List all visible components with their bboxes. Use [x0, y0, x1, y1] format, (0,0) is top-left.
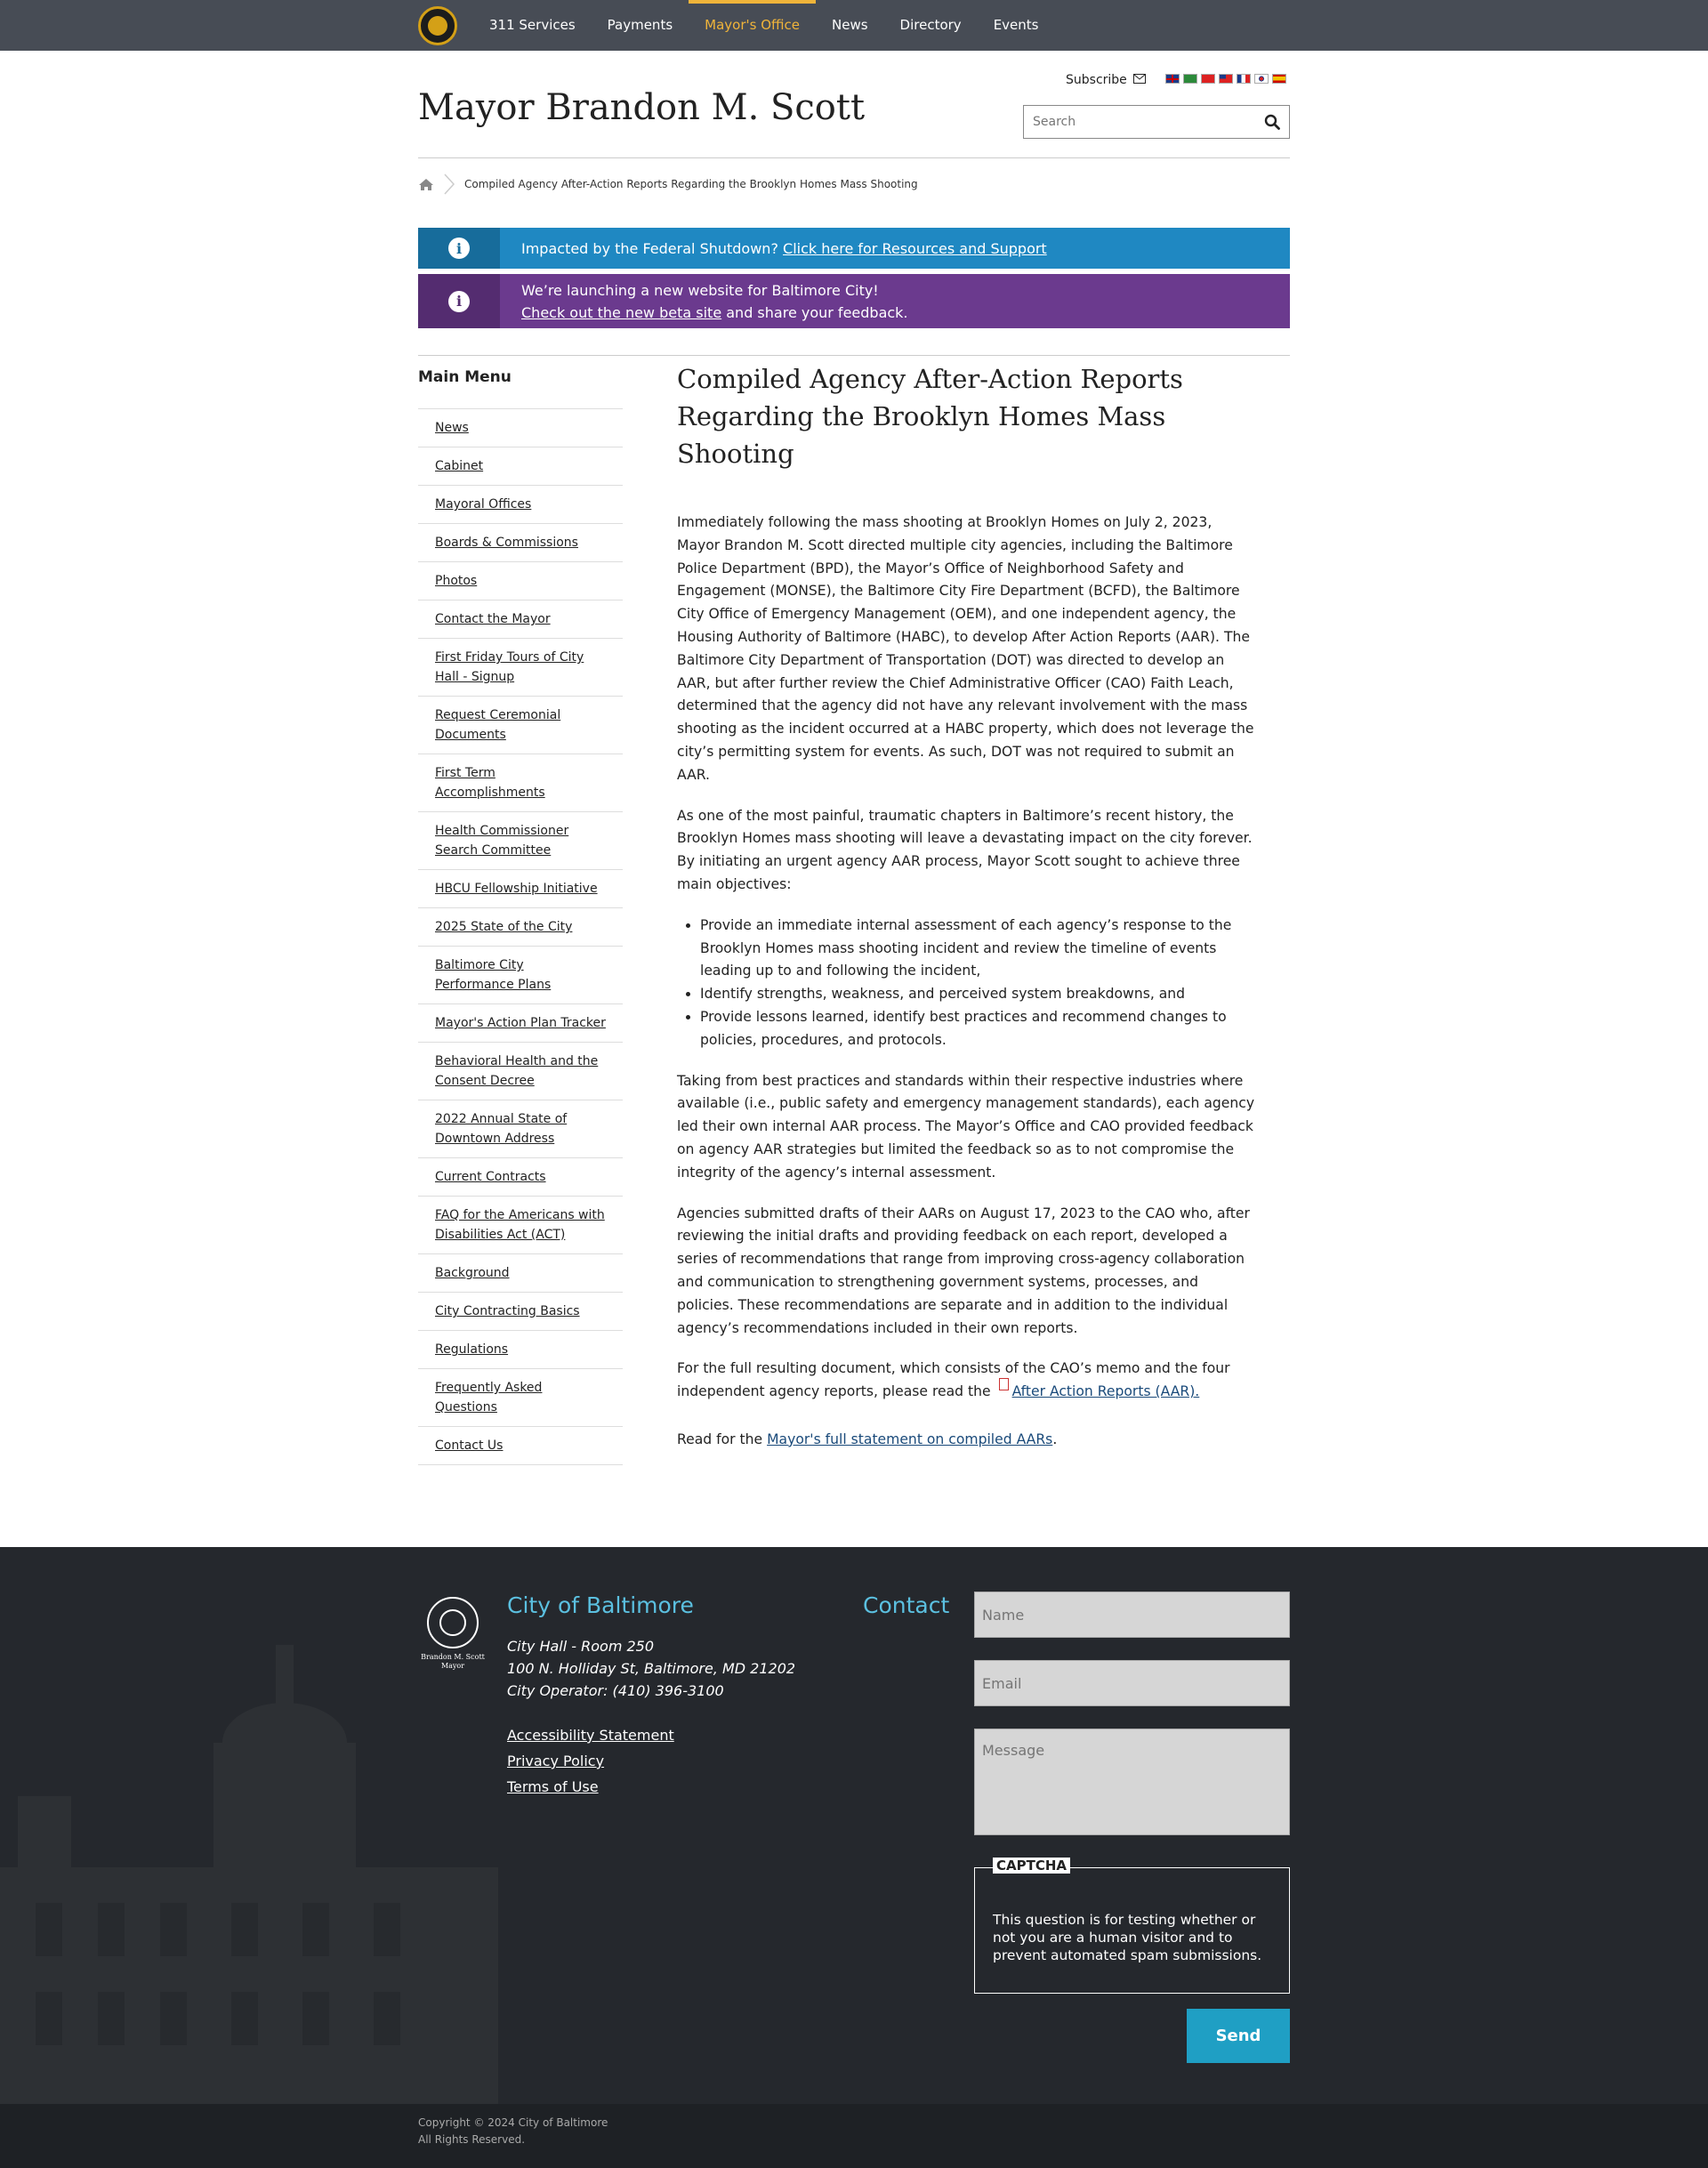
menu-item [418, 639, 623, 697]
message-field[interactable] [974, 1729, 1290, 1835]
paragraph-6-text: Read for the [677, 1431, 768, 1447]
chevron-right-icon [443, 173, 455, 195]
envelope-icon [1133, 74, 1146, 84]
article-paragraph-4: Agencies submitted drafts of their AARs on August 17, 2023 to the CAO who, after reviewing the initial drafts and providing feedback on each report, developed a series of recommendations that range from improving cross-agency collaboration and communication to strengthening government systems, processes, and policies. These recommendations are separate and in addition to the individual agency’s recommendations included in their own reports. [677, 1205, 1250, 1336]
flag-taiwan-icon[interactable] [1219, 74, 1233, 84]
list-item: • Identify strengths, weakness, and perceived system breakdowns, and [700, 983, 1255, 1006]
article-paragraph-3: Taking from best practices and standards within their respective industries where available (i.e., public safety and emergency management standards), each agency led their own internal AAR process. The Mayor’s Office and CAO provided feedback on agency AAR strategies but limited the feedback so as to not compromise the integrity of the agency’s internal assessment. [677, 1072, 1255, 1181]
header-divider [418, 157, 1290, 158]
nav-news[interactable]: News [832, 17, 868, 33]
menu-item [418, 908, 623, 947]
menu-item [418, 409, 623, 447]
seal-emblem [439, 1609, 466, 1636]
footer-seal-logo [427, 1597, 479, 1648]
main-menu-heading: Main Menu [418, 368, 512, 386]
menu-link-2022-downtown-address[interactable]: 2022 Annual State of Downtown Address [435, 1112, 568, 1146]
beta-alert-tail: and share your feedback. [721, 303, 908, 321]
menu-item [418, 447, 623, 486]
language-flags [1165, 74, 1286, 84]
subscribe-label: Subscribe [1066, 73, 1127, 87]
footer-address [507, 1635, 795, 1702]
flag-arabic-icon[interactable] [1183, 74, 1197, 84]
footer-title: City of Baltimore [507, 1592, 694, 1618]
menu-item [418, 947, 623, 1004]
nav-311-services[interactable]: 311 Services [489, 17, 576, 33]
search-box [1023, 105, 1290, 139]
nav-directory[interactable]: Directory [899, 17, 962, 33]
subscribe-link[interactable] [1066, 73, 1146, 87]
menu-item [418, 870, 623, 908]
paragraph-5-text: For the full resulting document, which consists of the CAO’s memo and the four independent agency reports, please read the [677, 1360, 1230, 1400]
page-title: Compiled Agency After-Action Reports Regarding the Brooklyn Homes Mass Shooting [677, 364, 1183, 469]
objectives-list [700, 915, 1255, 1052]
article-paragraph-2: As one of the most painful, traumatic chapters in Baltimore’s recent history, the Brooklyn Homes mass shooting will leave a devastating impact on the city forever. By initiating an urgent agency AAR process, Mayor Scott sought to achieve three main objectives: [677, 807, 1253, 892]
shutdown-alert-text [500, 228, 1047, 269]
main-menu [418, 368, 623, 1465]
footer-links [507, 1722, 674, 1800]
site-title[interactable]: Mayor Brandon M. Scott [418, 87, 866, 128]
top-nav-inner [418, 0, 1054, 51]
list-item: • Provide an immediate internal assessment of each agency’s response to the Brooklyn Homes mass shooting incident and review the timeline of events leading up to and following the incident, [700, 915, 1255, 983]
nav-mayors-office[interactable]: Mayor's Office [689, 0, 816, 51]
menu-link-news[interactable]: News [435, 421, 469, 435]
breadcrumb-current: Compiled Agency After-Action Reports Regarding the Brooklyn Homes Mass Shooting [464, 178, 918, 190]
flag-english-icon[interactable] [1165, 74, 1180, 84]
menu-item [418, 1197, 623, 1254]
seal-emblem [428, 16, 447, 36]
contact-heading: Contact [863, 1592, 950, 1618]
beta-alert-line1: We’re launching a new website for Baltimore City! [521, 281, 879, 299]
shutdown-alert-message: Impacted by the Federal Shutdown? [521, 239, 784, 257]
mayor-statement-link[interactable]: Mayor's full statement on compiled AARs [767, 1431, 1053, 1447]
flag-french-icon[interactable] [1237, 74, 1251, 84]
alert-icon-box [418, 274, 500, 328]
nav-events[interactable]: Events [993, 17, 1039, 33]
menu-item [418, 754, 623, 812]
menu-link-contracting-basics[interactable]: City Contracting Basics [435, 1304, 580, 1318]
menu-item [418, 1004, 623, 1043]
name-field[interactable] [974, 1592, 1290, 1638]
main-menu-list [418, 408, 623, 1465]
menu-item [418, 524, 623, 562]
home-icon[interactable] [418, 178, 434, 191]
breadcrumb [418, 173, 918, 195]
city-seal-logo[interactable] [418, 6, 457, 45]
menu-link-health-commissioner-search[interactable]: Health Commissioner Search Committee [435, 824, 569, 858]
aar-pdf-link[interactable]: After Action Reports (AAR). [1011, 1383, 1200, 1400]
send-button[interactable]: Send [1187, 2009, 1290, 2063]
privacy-policy-link[interactable]: Privacy Policy [507, 1753, 605, 1769]
article-paragraph-1: Immediately following the mass shooting at Brooklyn Homes on July 2, 2023, Mayor Brandon M. Scott directed multiple city agencies, including the Baltimore Police Department (BPD), the Mayor’s Office of Neighborhood Safety and Engagement (MONSE), the Baltimore City Fire Department (BCFD), the Baltimore City Office of Emergency Management (OEM), and one independent agency, the Housing Authority of Baltimore (HABC), to develop After Action Reports (AAR). The Baltimore City Department of Transportation (DOT) was directed to develop an AAR, but after further review the Chief Administrative Officer (CAO) Faith Leach, determined that the agency did not have any relevant involvement with the mass shooting as the incident occurred at a HABC property, which does not leverage the city’s permitting system for events. As such, DOT was not required to submit an AAR. [677, 514, 1254, 783]
menu-link-photos[interactable]: Photos [435, 574, 478, 588]
menu-item [418, 1100, 623, 1158]
captcha-legend: CAPTCHA [993, 1858, 1070, 1874]
info-icon: i [448, 238, 470, 259]
menu-link-background[interactable]: Background [435, 1266, 510, 1280]
menu-link-contact-mayor[interactable]: Contact the Mayor [435, 612, 551, 626]
menu-item [418, 697, 623, 754]
article-paragraph-6 [677, 1429, 1255, 1452]
copyright-line: Copyright © 2024 City of Baltimore [418, 2116, 608, 2129]
nav-payments[interactable]: Payments [607, 17, 673, 33]
flag-chinese-icon[interactable] [1201, 74, 1215, 84]
menu-link-faq[interactable]: Frequently Asked Questions [435, 1381, 543, 1414]
search-input[interactable] [1024, 106, 1246, 138]
list-item: • Provide lessons learned, identify best practices and recommend changes to policies, procedures, and protocols. [700, 1006, 1255, 1052]
menu-link-current-contracts[interactable]: Current Contracts [435, 1170, 546, 1184]
menu-item [418, 600, 623, 639]
beta-site-link[interactable]: Check out the new beta site [521, 303, 722, 321]
menu-link-mayoral-offices[interactable]: Mayoral Offices [435, 497, 532, 512]
captcha-fieldset [974, 1858, 1290, 1994]
search-icon[interactable] [1264, 114, 1280, 130]
rights-line: All Rights Reserved. [418, 2133, 526, 2146]
menu-link-ada-faq[interactable]: FAQ for the Americans with Disabilities Act (ACT) [435, 1208, 605, 1242]
menu-link-action-plan-tracker[interactable]: Mayor's Action Plan Tracker [435, 1016, 606, 1030]
address-line: 100 N. Holliday St, Baltimore, MD 21202 [507, 1660, 796, 1677]
menu-item [418, 1043, 623, 1100]
terms-of-use-link[interactable]: Terms of Use [507, 1778, 599, 1795]
menu-item [418, 1293, 623, 1331]
menu-item [418, 1254, 623, 1293]
footer-seal-caption: Brandon M. Scott Mayor [421, 1653, 485, 1670]
email-field[interactable] [974, 1660, 1290, 1706]
menu-link-contact-us[interactable]: Contact Us [435, 1439, 504, 1453]
shutdown-alert [418, 228, 1290, 269]
copyright-text [418, 2115, 608, 2148]
menu-link-first-term-accomplishments[interactable]: First Term Accomplishments [435, 766, 545, 800]
menu-item [418, 562, 623, 600]
captcha-description: This question is for testing whether or not you are a human visitor and to prevent automated spam submissions. [993, 1912, 1262, 1963]
flag-spanish-icon[interactable] [1272, 74, 1286, 84]
info-icon: i [448, 291, 470, 312]
menu-link-boards-commissions[interactable]: Boards & Commissions [435, 536, 578, 550]
top-navigation [0, 0, 1708, 51]
shutdown-resources-link[interactable]: Click here for Resources and Support [783, 239, 1047, 257]
copyright-bar [0, 2104, 1708, 2168]
beta-site-alert [418, 274, 1290, 328]
footer [0, 1547, 1708, 2104]
menu-link-ceremonial-documents[interactable]: Request Ceremonial Documents [435, 708, 561, 742]
menu-link-first-friday-tours[interactable]: First Friday Tours of City Hall - Signup [435, 650, 584, 684]
alert-icon-box [418, 228, 500, 269]
menu-link-behavioral-health[interactable]: Behavioral Health and the Consent Decree [435, 1054, 599, 1088]
menu-link-2025-state-of-city[interactable]: 2025 State of the City [435, 920, 573, 934]
paragraph-6-tail: . [1052, 1431, 1058, 1447]
content-divider [418, 355, 1290, 356]
menu-item [418, 1427, 623, 1465]
menu-item [418, 486, 623, 524]
accessibility-statement-link[interactable]: Accessibility Statement [507, 1727, 674, 1744]
address-line: City Operator: (410) 396-3100 [507, 1682, 724, 1699]
city-hall-silhouette-icon [0, 1618, 498, 2104]
menu-item [418, 812, 623, 870]
article [677, 360, 1255, 1470]
flag-korean-icon[interactable] [1254, 74, 1269, 84]
pdf-file-icon [999, 1378, 1009, 1390]
menu-link-performance-plans[interactable]: Baltimore City Performance Plans [435, 958, 552, 992]
menu-item [418, 1369, 623, 1427]
address-line: City Hall - Room 250 [507, 1638, 655, 1655]
menu-link-cabinet[interactable]: Cabinet [435, 459, 484, 473]
article-paragraph-5 [677, 1358, 1255, 1404]
menu-link-hbcu-fellowship[interactable]: HBCU Fellowship Initiative [435, 882, 598, 896]
beta-alert-text [500, 274, 908, 328]
menu-item [418, 1158, 623, 1197]
menu-item [418, 1331, 623, 1369]
menu-link-regulations[interactable]: Regulations [435, 1342, 509, 1357]
